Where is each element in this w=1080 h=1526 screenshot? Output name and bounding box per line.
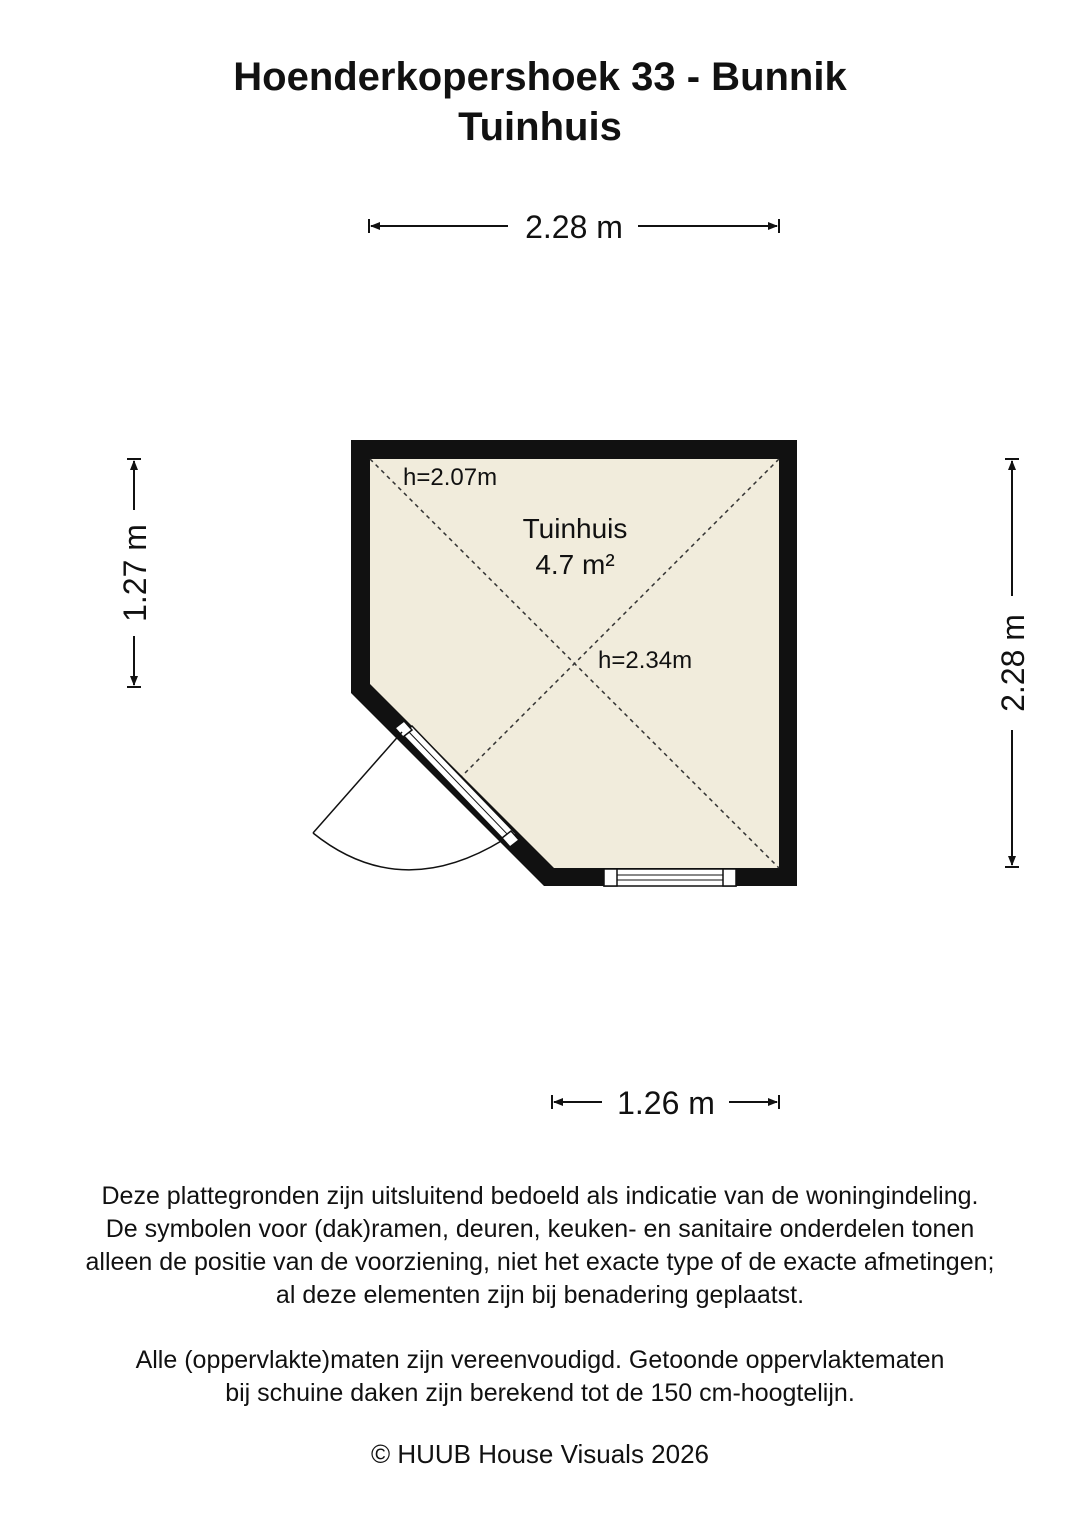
bottom-window (604, 869, 736, 886)
dimension-top-width (369, 209, 779, 245)
disclaimer-line: Deze plattegronden zijn uitsluitend bedoeld als indicatie van de woningindeling. (101, 1182, 979, 1210)
disclaimer-line: Alle (oppervlakte)maten zijn vereenvoudigd. Getoonde oppervlaktematen (135, 1346, 945, 1374)
room-height-low: h=2.07m (403, 464, 498, 491)
dimension-right-height (995, 459, 1031, 867)
room-area: 4.7 m² (535, 549, 615, 580)
copyright: © HUUB House Visuals 2026 (370, 1439, 710, 1469)
disclaimer-line: alleen de positie van de voorziening, niet het exacte type of de exacte afmetingen; (85, 1248, 995, 1276)
room-name: Tuinhuis (522, 513, 628, 544)
page-title: Hoenderkopershoek 33 - Bunnik (233, 55, 847, 99)
disclaimer-line: al deze elementen zijn bij benadering geplaatst. (275, 1281, 805, 1309)
dimension-left-label: 1.27 m (117, 524, 153, 622)
dimension-top-label: 2.28 m (525, 209, 623, 245)
disclaimer-block-2 (0, 1344, 1080, 1410)
dimension-bottom-label: 1.26 m (617, 1085, 715, 1121)
dimension-left-height (117, 459, 153, 687)
disclaimer-line: De symbolen voor (dak)ramen, deuren, keuken- en sanitaire onderdelen tonen (105, 1215, 975, 1243)
dimension-right-label: 2.28 m (995, 614, 1031, 712)
disclaimer-block-1 (0, 1180, 1080, 1312)
disclaimer-line: bij schuine daken zijn berekend tot de 150 cm-hoogtelijn. (225, 1379, 855, 1407)
floor-title: Tuinhuis (458, 105, 622, 149)
room-height-high: h=2.34m (598, 647, 693, 674)
dimension-bottom-width (552, 1085, 779, 1121)
